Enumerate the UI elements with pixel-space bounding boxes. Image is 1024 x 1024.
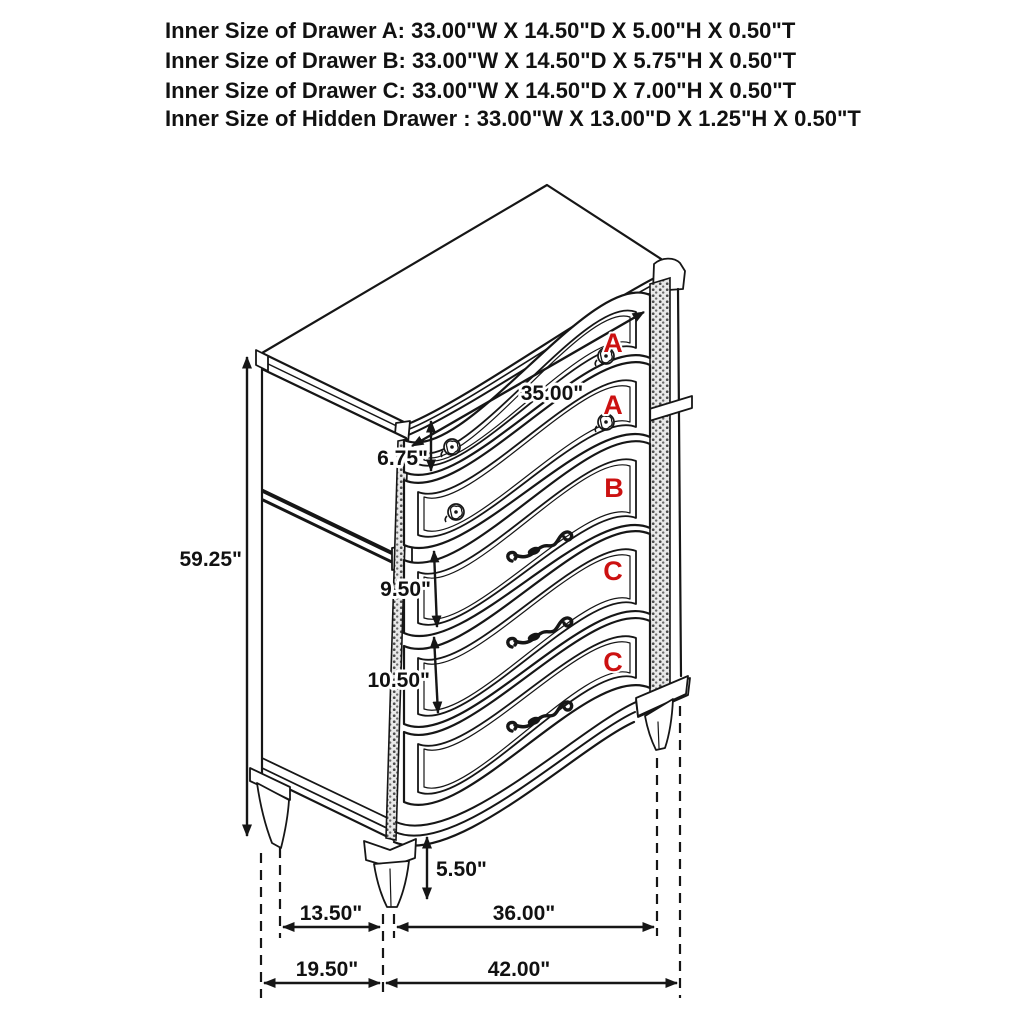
drawer-label-c1: C	[603, 556, 623, 586]
chest-drawing	[250, 185, 692, 907]
dim-label-foot-depth-span: 13.50"	[299, 902, 363, 925]
dim-label-overall-height: 59.25"	[179, 548, 242, 571]
dim-label-overall-depth: 19.50"	[295, 958, 359, 981]
dim-foot-depth-span	[283, 902, 380, 927]
spec-text-block	[165, 18, 861, 131]
drawer-label-b: B	[604, 473, 624, 503]
dim-label-overall-width: 42.00"	[487, 958, 551, 981]
spec-line-hidden-drawer: Inner Size of Hidden Drawer : 33.00"W X 13.00"D X 1.25"H X 0.50"T	[165, 106, 861, 131]
dim-overall-width	[386, 958, 677, 983]
dim-foot-width-span	[397, 902, 654, 927]
back-right-edge	[678, 289, 681, 676]
drawer-label-c2: C	[603, 647, 623, 677]
dim-label-lower-c-drawer-height: 10.50"	[367, 669, 430, 692]
dim-label-drawer-a-height: 6.75"	[377, 447, 428, 470]
dim-label-leg-height: 5.50"	[436, 858, 487, 881]
spec-line-drawer-c: Inner Size of Drawer C: 33.00"W X 14.50"D X 7.00"H X 0.50"T	[165, 78, 797, 103]
dim-leg-height	[427, 837, 487, 899]
spec-line-drawer-b: Inner Size of Drawer B: 33.00"W X 14.50"D X 5.75"H X 0.50"T	[165, 48, 797, 73]
front-right-pillar	[650, 278, 670, 692]
dim-label-foot-width-span: 36.00"	[492, 902, 556, 925]
drawer-label-a1: A	[603, 328, 623, 358]
dim-label-upper-c-drawer-height: 9.50"	[380, 578, 431, 601]
dim-overall-height	[179, 357, 247, 836]
front-left-leg	[364, 839, 416, 907]
side-panel	[262, 369, 406, 840]
spec-line-drawer-a: Inner Size of Drawer A: 33.00"W X 14.50"D X 5.00"H X 0.50"T	[165, 18, 796, 43]
drawer-label-a2: A	[603, 390, 623, 420]
dim-label-top-drawer-width: 35.00"	[520, 382, 584, 405]
dim-overall-depth	[264, 958, 380, 983]
